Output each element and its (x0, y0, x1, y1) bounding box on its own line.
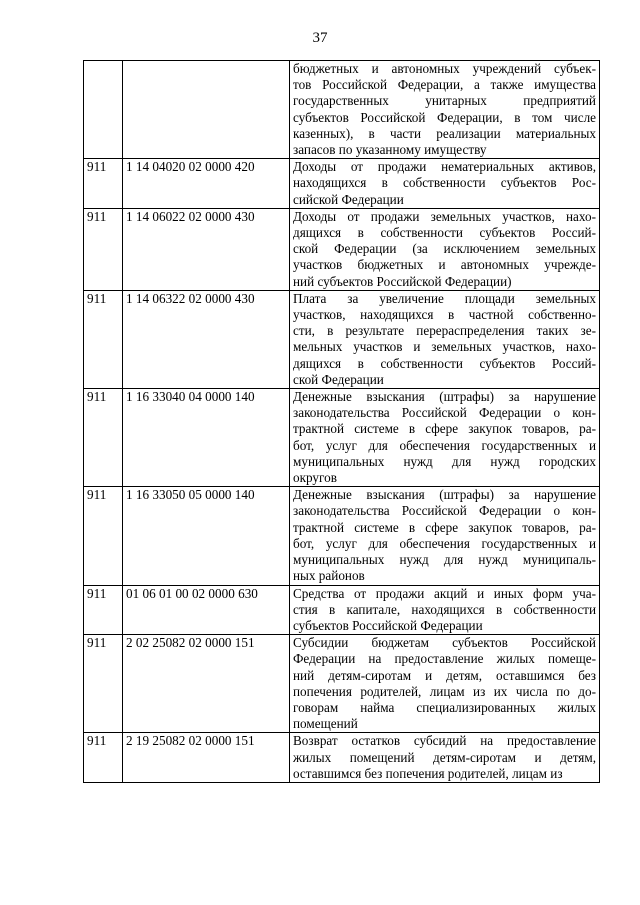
name-text-line: помещений (293, 716, 358, 732)
revenue-name-cell (290, 733, 600, 783)
name-text-line: сийской Федерации (293, 191, 404, 207)
budget-code-cell: 01 06 01 00 02 0000 630 (123, 585, 290, 635)
table-row (84, 61, 600, 159)
name-text-line: находящихся в собственности субъектов Рос- (293, 175, 596, 191)
name-text-line: округов (293, 470, 337, 486)
revenue-name-cell (290, 159, 600, 209)
name-text-line: участков бюджетных и автономных учрежде- (293, 257, 596, 273)
table-row (84, 585, 600, 635)
administrator-code-cell: 911 (84, 733, 123, 783)
name-text-line: стия в капитале, находящихся в собственности (293, 601, 596, 617)
administrator-code-cell: 911 (84, 487, 123, 585)
administrator-code-cell (84, 61, 123, 159)
budget-code-cell: 2 02 25082 02 0000 151 (123, 635, 290, 733)
name-text-line: муниципальных нужд для нужд городских (293, 453, 596, 469)
budget-code-cell: 1 14 06022 02 0000 430 (123, 208, 290, 290)
name-text-line: трактной системе в сфере закупок товаров, ра- (293, 519, 596, 535)
budget-classification-table (83, 60, 600, 783)
budget-code-cell: 1 16 33040 04 0000 140 (123, 389, 290, 487)
name-text-line: бюджетных и автономных учреждений субъек- (293, 61, 596, 76)
name-text-line: Доходы от продажи нематериальных активов, (293, 159, 596, 175)
name-text-line: тов Российской Федерации, а также имущества (293, 77, 596, 93)
name-text-line: говорам найма специализированных жилых (293, 699, 596, 715)
administrator-code-cell: 911 (84, 585, 123, 635)
name-text-line: Субсидии бюджетам субъектов Российской (293, 635, 596, 651)
name-text-line: субъектов Российской Федерации (293, 617, 483, 633)
name-text-line: дящихся в собственности субъектов Россий- (293, 225, 596, 241)
name-text-line: Плата за увеличение площади земельных (293, 290, 596, 306)
name-text-line: Средства от продажи акций и иных форм уча- (293, 585, 596, 601)
table-row (84, 733, 600, 783)
administrator-code-cell: 911 (84, 290, 123, 388)
revenue-name-cell (290, 635, 600, 733)
revenue-name-cell (290, 585, 600, 635)
name-text-line: Доходы от продажи земельных участков, нахо- (293, 208, 596, 224)
budget-code-cell: 1 14 06322 02 0000 430 (123, 290, 290, 388)
name-text-line: Денежные взыскания (штрафы) за нарушение (293, 389, 596, 405)
administrator-code-cell: 911 (84, 159, 123, 209)
name-text-line: ний субъектов Российской Федерации) (293, 273, 512, 289)
name-text-line: государственных унитарных предприятий (293, 93, 596, 109)
name-text-line: участков, находящихся в частной собственно- (293, 307, 596, 323)
revenue-name-cell (290, 389, 600, 487)
name-text-line: муниципальных нужд для нужд муниципаль- (293, 552, 596, 568)
table-row (84, 290, 600, 388)
name-text-line: Федерации на предоставление жилых помеще- (293, 651, 596, 667)
budget-code-cell: 1 16 33050 05 0000 140 (123, 487, 290, 585)
name-text-line: запасов по указанному имуществу (293, 142, 487, 158)
name-text-line: законодательства Российской Федерации о кон- (293, 405, 596, 421)
name-text-line: законодательства Российской Федерации о кон- (293, 503, 596, 519)
name-text-line: сти, в результате перераспределения таких зе- (293, 323, 596, 339)
revenue-name-cell (290, 487, 600, 585)
revenue-name-cell (290, 61, 600, 159)
name-text-line: ской Федерации (293, 371, 384, 387)
name-text-line: дящихся в собственности субъектов Россий- (293, 355, 596, 371)
name-text-line: жилых помещений детям-сиротам и детям, (293, 749, 596, 765)
name-text-line: мельных участков и земельных участков, нахо- (293, 339, 596, 355)
table-row (84, 635, 600, 733)
table-row (84, 159, 600, 209)
name-text-line: бот, услуг для обеспечения государственных и (293, 437, 596, 453)
name-text-line: субъектов Российской Федерации, в том числе (293, 109, 596, 125)
name-text-line: казенных), в части реализации материальных (293, 125, 596, 141)
table-row (84, 389, 600, 487)
name-text-line: Возврат остатков субсидий на предоставление (293, 733, 596, 749)
page-number: 37 (312, 30, 328, 46)
name-text-line: ных районов (293, 568, 365, 584)
budget-code-cell: 2 19 25082 02 0000 151 (123, 733, 290, 783)
name-text-line: оставшимся без попечения родителей, лицам из (293, 765, 563, 781)
name-text-line: трактной системе в сфере закупок товаров, ра- (293, 421, 596, 437)
table-row (84, 208, 600, 290)
administrator-code-cell: 911 (84, 389, 123, 487)
budget-code-cell: 1 14 04020 02 0000 420 (123, 159, 290, 209)
name-text-line: ний детям-сиротам и детям, оставшимся без (293, 667, 596, 683)
budget-code-cell (123, 61, 290, 159)
revenue-name-cell (290, 208, 600, 290)
revenue-name-cell (290, 290, 600, 388)
name-text-line: Денежные взыскания (штрафы) за нарушение (293, 487, 596, 503)
name-text-line: ской Федерации (за исключением земельных (293, 241, 596, 257)
administrator-code-cell: 911 (84, 208, 123, 290)
table-row (84, 487, 600, 585)
administrator-code-cell: 911 (84, 635, 123, 733)
name-text-line: бот, услуг для обеспечения государственных и (293, 535, 596, 551)
name-text-line: попечения родителей, лицам из их числа по до- (293, 683, 596, 699)
